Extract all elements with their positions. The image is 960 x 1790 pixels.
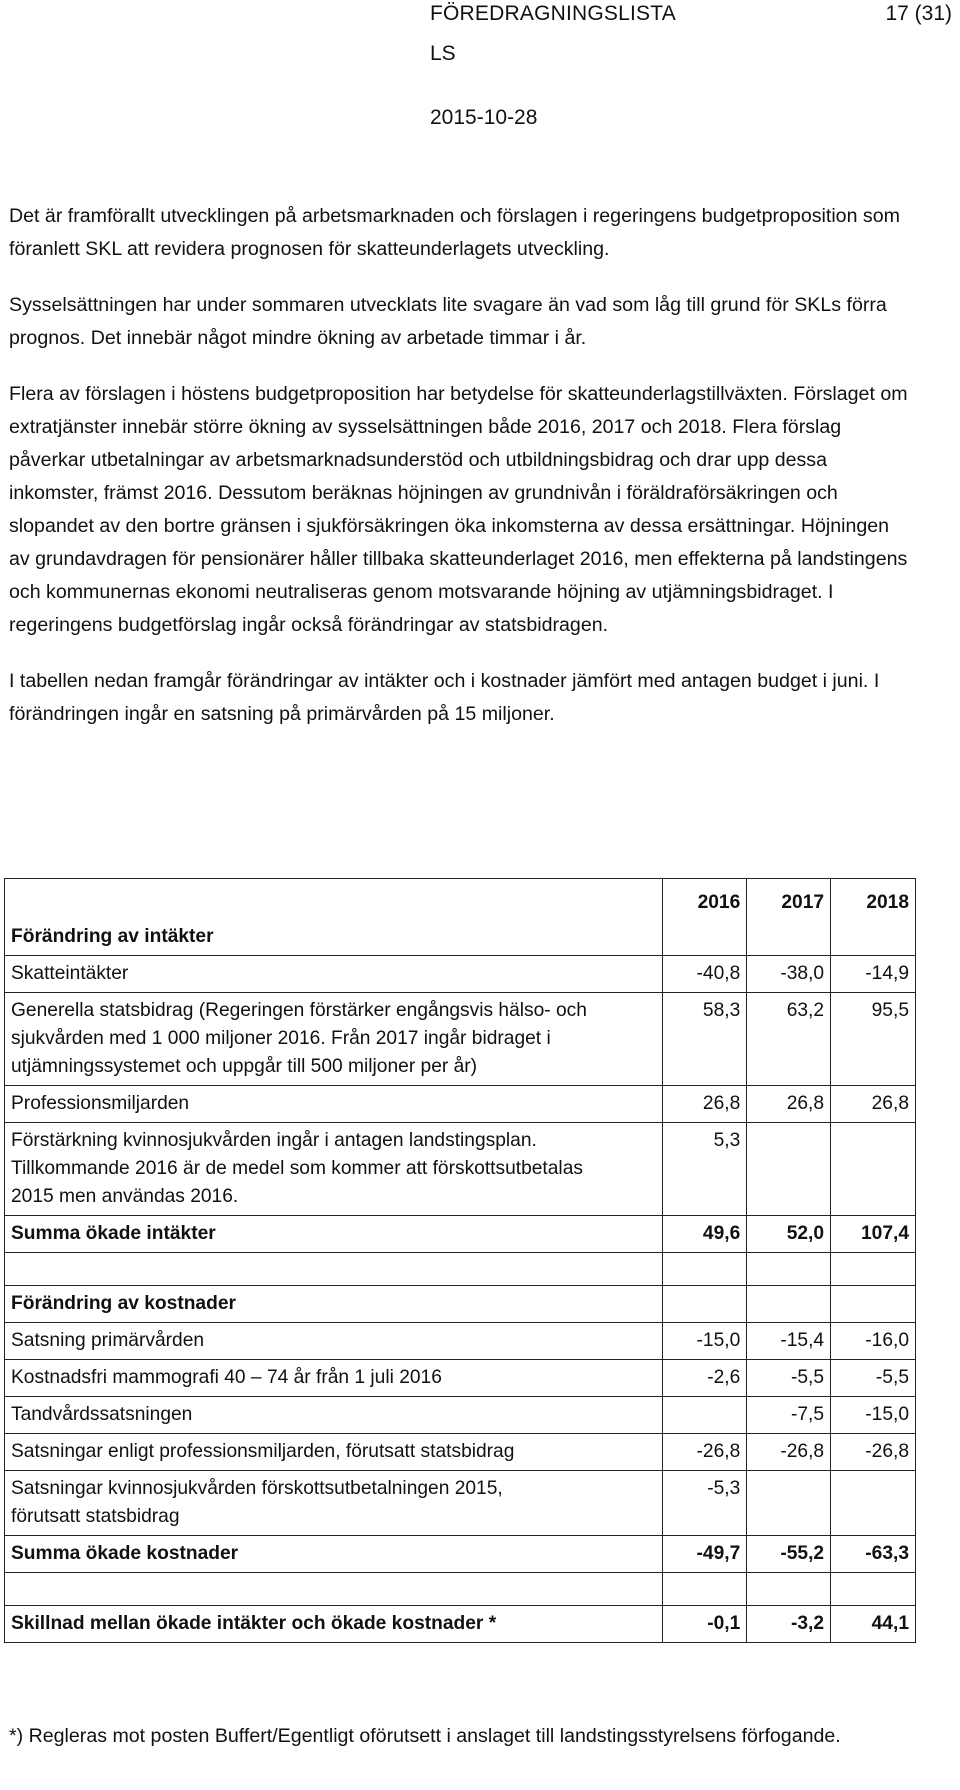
row-value: -16,0 — [831, 1323, 916, 1360]
row-value — [663, 1397, 747, 1434]
row-value: -38,0 — [747, 956, 831, 993]
row-value: -26,8 — [831, 1434, 916, 1471]
row-value: 5,3 — [663, 1123, 747, 1216]
cost-total-row — [5, 1536, 916, 1573]
table-row — [5, 1323, 916, 1360]
row-value: 26,8 — [831, 1086, 916, 1123]
row-value: -14,9 — [831, 956, 916, 993]
spacer-row — [5, 1573, 916, 1606]
row-value: 26,8 — [663, 1086, 747, 1123]
body-text — [9, 200, 914, 731]
row-value: 107,4 — [831, 1216, 916, 1253]
document-date: 2015-10-28 — [430, 106, 538, 129]
row-label: Summa ökade intäkter — [5, 1216, 663, 1253]
row-value: -15,0 — [831, 1397, 916, 1434]
table-row — [5, 993, 916, 1086]
row-value — [747, 1471, 831, 1536]
budget-change-table — [4, 878, 916, 1643]
row-value: -5,5 — [747, 1360, 831, 1397]
paragraph-1: Det är framförallt utvecklingen på arbetsmarknaden och förslagen i regeringens budgetproposition som föranlett SKL att revidera prognosen för skatteunderlagets utveckling. — [9, 205, 900, 260]
footnote: *) Regleras mot posten Buffert/Egentligt oförutsett i anslaget till landstingsstyrelsens förfogande. — [9, 1725, 841, 1747]
row-value: -7,5 — [747, 1397, 831, 1434]
row-label: Satsningar kvinnosjukvården förskottsutbetalningen 2015, förutsatt statsbidrag — [5, 1471, 663, 1536]
row-label: Tandvårdssatsningen — [5, 1397, 663, 1434]
table-row — [5, 1471, 916, 1536]
row-value: -5,5 — [831, 1360, 916, 1397]
spacer-row — [5, 1253, 916, 1286]
document-title: FÖREDRAGNINGSLISTA — [430, 2, 676, 25]
page-number: 17 (31) — [885, 2, 952, 25]
row-label: Professionsmiljarden — [5, 1086, 663, 1123]
row-value: -40,8 — [663, 956, 747, 993]
year-2018: 2018 — [831, 879, 916, 956]
row-value: -15,0 — [663, 1323, 747, 1360]
paragraph-4: I tabellen nedan framgår förändringar av intäkter och i kostnader jämfört med antagen budget i juni. I förändringen ingår en satsning på primärvården på 15 miljoner. — [9, 670, 880, 725]
row-label: Summa ökade kostnader — [5, 1536, 663, 1573]
row-value: 63,2 — [747, 993, 831, 1086]
row-label: Skatteintäkter — [5, 956, 663, 993]
income-heading: Förändring av intäkter — [5, 879, 663, 956]
year-2016: 2016 — [663, 879, 747, 956]
row-value: -63,3 — [831, 1536, 916, 1573]
cost-heading-row — [5, 1286, 916, 1323]
paragraph-2: Sysselsättningen har under sommaren utvecklats lite svagare än vad som låg till grund för SKLs förra prognos. Det innebär något mindre ökning av arbetade timmar i år. — [9, 294, 887, 349]
year-2017: 2017 — [747, 879, 831, 956]
document-code: LS — [430, 42, 456, 65]
row-value: 95,5 — [831, 993, 916, 1086]
row-value: -15,4 — [747, 1323, 831, 1360]
row-value: -26,8 — [663, 1434, 747, 1471]
row-value: -49,7 — [663, 1536, 747, 1573]
table-row — [5, 956, 916, 993]
row-value: 52,0 — [747, 1216, 831, 1253]
table-header-row — [5, 879, 916, 956]
row-value — [747, 1123, 831, 1216]
row-label: Generella statsbidrag (Regeringen förstärker engångsvis hälso- och sjukvården med 1 000 miljoner 2016. Från 2017 ingår bidraget i utjämningssystemet och uppgår till 500 miljoner per år) — [5, 993, 663, 1086]
row-label: Satsning primärvården — [5, 1323, 663, 1360]
row-label: Satsningar enligt professionsmiljarden, förutsatt statsbidrag — [5, 1434, 663, 1471]
row-value: -26,8 — [747, 1434, 831, 1471]
row-label: Kostnadsfri mammografi 40 – 74 år från 1 juli 2016 — [5, 1360, 663, 1397]
page-header — [0, 0, 960, 140]
row-value: -55,2 — [747, 1536, 831, 1573]
table-row — [5, 1397, 916, 1434]
row-value: 44,1 — [831, 1606, 916, 1643]
row-value: -3,2 — [747, 1606, 831, 1643]
row-value — [831, 1123, 916, 1216]
row-value: -0,1 — [663, 1606, 747, 1643]
table-row — [5, 1123, 916, 1216]
row-value — [831, 1471, 916, 1536]
table-row — [5, 1434, 916, 1471]
row-label: Förstärkning kvinnosjukvården ingår i antagen landstingsplan. Tillkommande 2016 är de medel som kommer att förskottsutbetalas 2015 men användas 2016. — [5, 1123, 663, 1216]
row-value: -5,3 — [663, 1471, 747, 1536]
row-value: 58,3 — [663, 993, 747, 1086]
paragraph-3: Flera av förslagen i höstens budgetproposition har betydelse för skatteunderlagstillväxten. Förslaget om extratjänster innebär större ökning av sysselsättningen både 2016, 2017 och 2018. Flera förslag påverkar utbetalningar av arbetsmarknadsunderstöd och utbildningsbidrag och drar upp dessa inkomster, främst 2016. Dessutom beräknas höjningen av grundnivån i föräldraförsäkringen och slopandet av den bortre gränsen i sjukförsäkringen öka inkomsterna av dessa ersättningar. Höjningen av grundavdragen för pensionärer håller tillbaka skatteunderlaget 2016, men effekterna på landstingens och kommunernas ekonomi neutraliseras genom motsvarande höjning av utjämningsbidraget. I regeringens budgetförslag ingår också förändringar av statsbidragen. — [9, 383, 908, 636]
row-value: 26,8 — [747, 1086, 831, 1123]
table-row — [5, 1086, 916, 1123]
difference-row — [5, 1606, 916, 1643]
row-label: Skillnad mellan ökade intäkter och ökade kostnader * — [5, 1606, 663, 1643]
table-row — [5, 1360, 916, 1397]
row-value: -2,6 — [663, 1360, 747, 1397]
row-value: 49,6 — [663, 1216, 747, 1253]
income-total-row — [5, 1216, 916, 1253]
cost-heading: Förändring av kostnader — [5, 1286, 663, 1323]
